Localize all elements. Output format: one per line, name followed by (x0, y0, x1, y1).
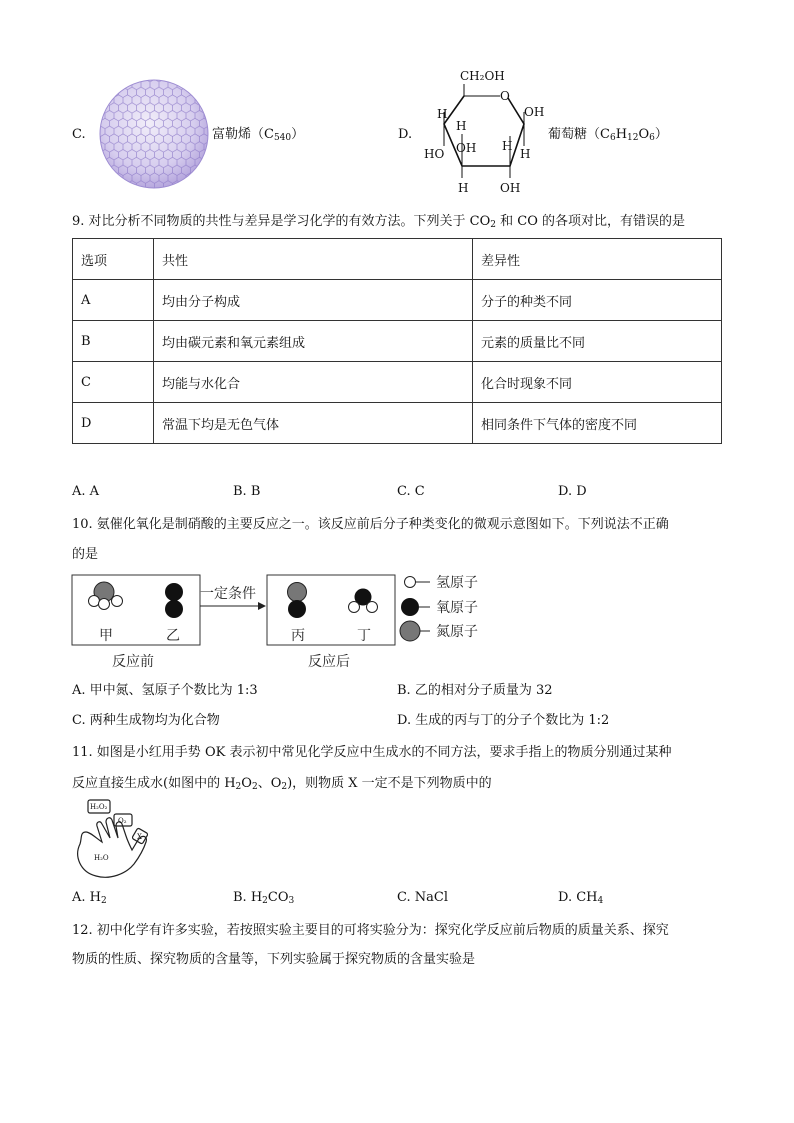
label-jia: 甲 (99, 628, 113, 644)
q11-option-b[interactable]: B. $H_2CO_3$ (233, 890, 295, 906)
table-header-row (73, 239, 722, 280)
q11-option-c[interactable]: C. NaCl (397, 890, 448, 905)
oxygen-atom (165, 583, 183, 601)
legend-hydrogen: 氢原子 (436, 575, 478, 591)
svg-text:O₂: O₂ (118, 817, 127, 825)
condition-text: 一定条件 (200, 586, 256, 602)
q10-option-c[interactable]: C. 两种生成物均为化合物 (72, 713, 220, 728)
hydrogen-atom (112, 596, 123, 607)
svg-text:OH: OH (500, 181, 521, 195)
table-header: 选项 (73, 239, 154, 280)
q10-option-b[interactable]: B. 乙的相对分子质量为 32 (397, 683, 553, 698)
table-cell: 相同条件下气体的密度不同 (473, 403, 722, 444)
option-c-name: 富勒烯$(C_{540})$ (212, 127, 305, 143)
q12-stem-line2: 物质的性质、探究物质的含量等，下列实验属于探究物质的含量实验是 (72, 952, 476, 967)
svg-text:H: H (456, 119, 467, 133)
table-cell: 均由分子构成 (154, 280, 473, 321)
q12-stem-line1: 12. 初中化学有许多实验，若按照实验主要目的可将实验分为：探究化学反应前后物质的质量关系、探究 (72, 923, 669, 938)
table-cell: 均能与水化合 (154, 362, 473, 403)
table-cell: 均由碳元素和氧元素组成 (154, 321, 473, 362)
table-row (73, 280, 722, 321)
q11-stem-line1: 11. 如图是小红用手势 OK 表示初中常见化学反应中生成水的不同方法，要求手指上的物质分别通过某种 (72, 745, 672, 760)
q11-option-d[interactable]: D. $CH_4$ (558, 890, 604, 906)
svg-text:HO: HO (424, 147, 445, 161)
option-d-letter: D. (398, 127, 413, 142)
nitrogen-atom (288, 583, 307, 602)
table-cell: 常温下均是无色气体 (154, 403, 473, 444)
label-yi: 乙 (166, 628, 180, 644)
hydrogen-atom (367, 602, 378, 613)
label-ding: 丁 (357, 628, 371, 644)
ok-hand-image (70, 798, 154, 880)
q9-option-b[interactable]: B. B (233, 484, 261, 499)
legend-nitrogen: 氮原子 (436, 624, 478, 640)
label-bing: 丙 (291, 628, 305, 644)
glucose-structure (420, 66, 550, 198)
q9-option-d[interactable]: D. D (558, 484, 587, 499)
svg-text:H: H (458, 181, 469, 195)
svg-text:H₂O: H₂O (94, 854, 109, 862)
table-cell: D (73, 403, 154, 444)
q9-stem: 9. 对比分析不同物质的共性与差异是学习化学的有效方法。下列关于 $CO_2$ 和 CO 的各项对比，有错误的是 (72, 214, 686, 230)
table-row (73, 321, 722, 362)
q10-option-a[interactable]: A. 甲中氮、氢原子个数比为 1:3 (72, 683, 258, 698)
label-before: 反应前 (112, 654, 154, 670)
oxygen-atom (165, 600, 183, 618)
hydrogen-atom (99, 599, 110, 610)
q11-option-a[interactable]: A. $H_2$ (72, 890, 107, 906)
label-after: 反应后 (308, 654, 350, 670)
svg-text:H: H (437, 107, 448, 121)
option-c-letter: C. (72, 127, 86, 142)
svg-text:H₂O₂: H₂O₂ (90, 803, 108, 811)
svg-text:X: X (137, 833, 142, 841)
table-header: 差异性 (473, 239, 722, 280)
legend-oxygen: 氧原子 (436, 600, 478, 616)
oxygen-atom (288, 600, 306, 618)
q11-stem-line2: 反应直接生成水(如图中的 $H_2O_2$、$O_2$)，则物质 X 一定不是下列物质中的 (72, 776, 492, 792)
q9-table (72, 238, 722, 444)
q10-micro-diagram (70, 570, 500, 674)
table-cell: 分子的种类不同 (473, 280, 722, 321)
table-cell: 元素的质量比不同 (473, 321, 722, 362)
table-row (73, 403, 722, 444)
glucose-ch2oh: CH₂OH (460, 69, 505, 83)
table-cell: 化合时现象不同 (473, 362, 722, 403)
hydrogen-atom (349, 602, 360, 613)
q10-option-d[interactable]: D. 生成的丙与丁的分子个数比为 1:2 (397, 713, 610, 728)
hydrogen-atom (89, 596, 100, 607)
table-row (73, 362, 722, 403)
table-header: 共性 (154, 239, 473, 280)
svg-text:H: H (520, 147, 531, 161)
q9-option-a[interactable]: A. A (72, 484, 100, 499)
q10-stem-line2: 的是 (72, 547, 99, 562)
svg-text:OH: OH (456, 141, 477, 155)
svg-text:H: H (502, 139, 513, 153)
glucose-ring-o: O (500, 89, 510, 103)
table-cell: B (73, 321, 154, 362)
fullerene-image (96, 78, 212, 190)
svg-text:OH: OH (524, 105, 545, 119)
table-cell: A (73, 280, 154, 321)
q10-stem-line1: 10. 氨催化氧化是制硝酸的主要反应之一。该反应前后分子种类变化的微观示意图如下。下列说法不正确 (72, 517, 669, 532)
option-d-name: 葡萄糖$(C_6H_{12}O_6)$ (548, 127, 668, 143)
table-cell: C (73, 362, 154, 403)
arrow-icon (258, 602, 266, 610)
q9-option-c[interactable]: C. C (397, 484, 425, 499)
